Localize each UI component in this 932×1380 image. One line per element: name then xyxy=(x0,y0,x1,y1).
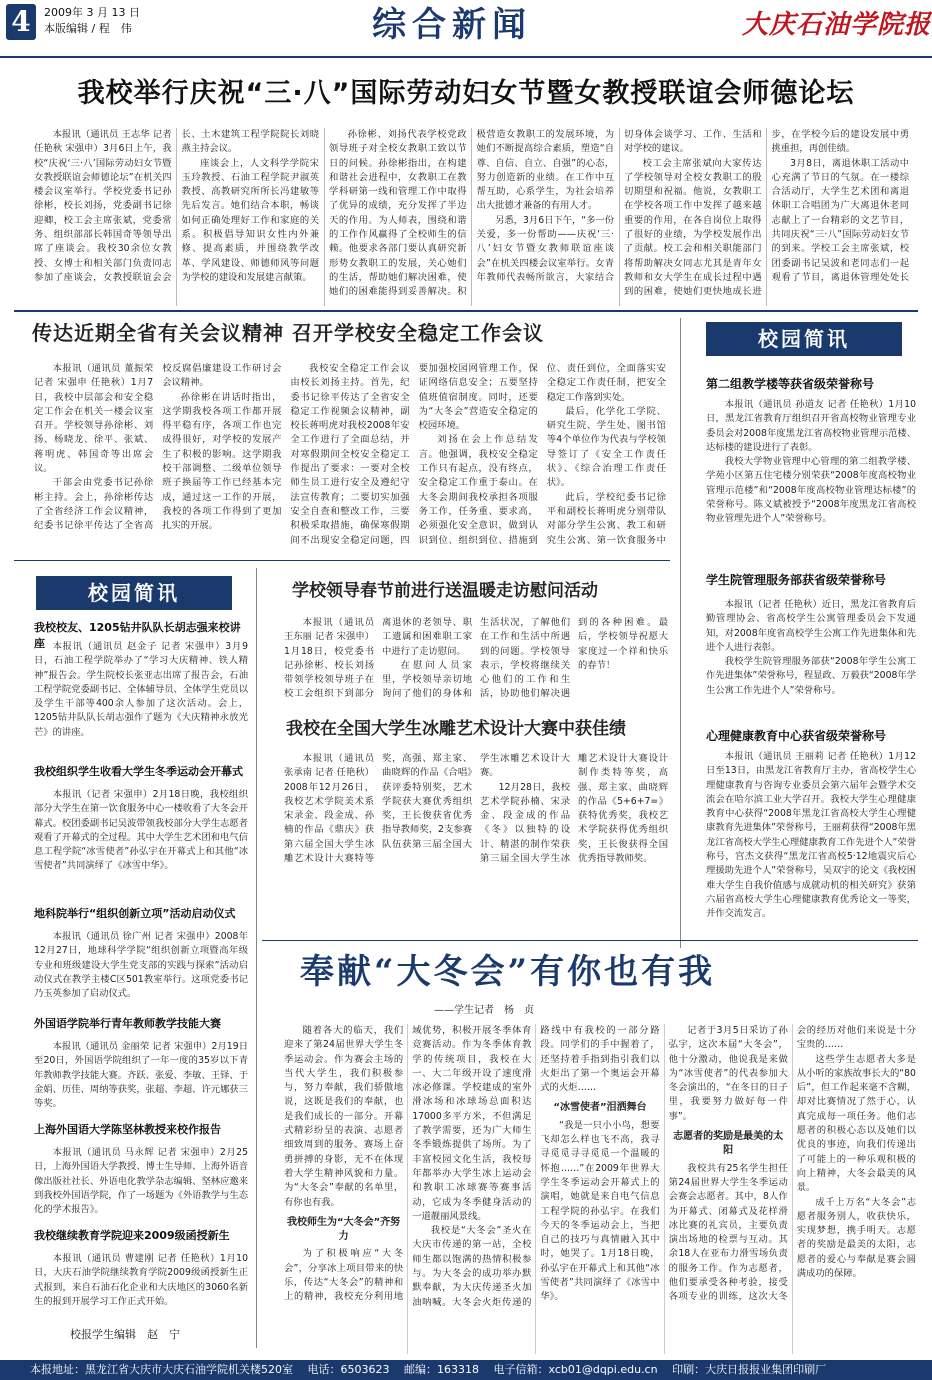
article2-paragraph: 最后，化学化工学院、研究生院、学生处、图书馆等4个单位作为代表与学校领导签订了《安全工作责任状》、《综合治理工作责任状》。 xyxy=(546,405,666,489)
sidebar-left-title: 校园简讯 xyxy=(36,576,232,610)
article3-headline: 学校领导春节前进行送温暖走访慰问活动 xyxy=(292,581,598,601)
article2-headline: 传达近期全省有关会议精神 召开学校安全稳定工作会议 xyxy=(32,321,544,345)
divider xyxy=(262,940,918,941)
feature-body xyxy=(284,1024,916,1354)
sidebar-left-item-body xyxy=(34,1040,248,1116)
sidebar-right-paragraph: 本报讯（通讯员 王丽莉 记者 任艳秋）1月12日至13日，由黑龙江省教育厅主办，省高校学生心理健康教育与咨询专业委员会第六届年会暨学术交流会在哈尔滨工业大学召开。我校大学生心理健康教育中心获得“2008年黑龙江省高校大学生心理健康教育先进集体”荣誉称号，王丽莉获得“2008年黑龙江省高校大学生心理健康教育工作先进个人”荣誉称号，宫杰文获得“黑龙江省高校5·12地震灾后心理援助先进个人”荣誉称号，吴双宇的论文《我校困难大学生自我价值感与成就动机的相关研究》获第六届省高校大学生心理健康教育优秀论文一等奖，并作交流发言。 xyxy=(706,751,916,920)
feature-subtitle: 志愿者的奖励是最美的太阳 xyxy=(673,1131,784,1157)
article1-paragraph: 另悉，3月6日下午，“多一份关爱，多一份帮助——庆祝‘三·八’妇女节暨女教师联谊座谈会”在机关四楼会议室举行。女青年教师代表畅所欲言，大家结合切身体会谈学习、工作、生活和对学校的建议。 xyxy=(476,129,762,283)
feature-paragraph: “我是一只小小鸟，想要飞却怎么样也飞不高，我寻寻觅觅寻寻觅觅一个温暖的怀抱……”在2009年世界大学生冬季运动会开幕式上的演唱，她就是来自电气信息工程学院的孙弘宇。在我们今天的冬季运动会上，当把自己的技巧与真情融入其中时，她哭了。1月18日晚，孙弘宇在开幕式上和其他“冰雪使者”共同演绎了《冰雪中华》。 xyxy=(540,1119,660,1303)
sidebar-right-paragraph: 本报讯（记者 任艳秋）近日，黑龙江省教育后勤管理协会、省高校学生公寓管理委员会下发通知，对2008年度省高校学生公寓工作先进集体和先进个人进行表彰。 xyxy=(706,599,916,653)
sidebar-right-item-title: 心理健康教育中心获省级荣誉称号 xyxy=(706,729,887,743)
feature-paragraph: 成千上万名“大冬会”志愿者服务别人，收获快乐，实现梦想，携手明天。志愿者的奖励是最美的太阳，志愿者的爱心与奉献是赛会圆满成功的保障。 xyxy=(796,1196,916,1280)
footer-phone: 电话：6503623 xyxy=(307,1363,390,1376)
paper-logo: 大庆石油学院报 xyxy=(742,10,932,40)
sidebar-right-item-title: 学生院管理服务部获省级荣誉称号 xyxy=(706,573,887,587)
sidebar-left-paragraph: 本报讯（通讯员 马永辉 记者 宋强申）2月25日，上海外国语大学教授、博士生导师、上海外语音像出版社社长、外语电化教学杂志编辑、坚林应邀来到我校外国语学院，作了一场题为《外语教学与生态化的学术报告》。 xyxy=(34,1147,248,1216)
footer-email: 电子信箱：xcb01@dqpi.edu.cn xyxy=(493,1363,658,1376)
sidebar-left-item-title: 外国语学院举行青年教师教学技能大赛 xyxy=(34,1017,221,1030)
article3-body xyxy=(284,616,668,710)
footer-postcode: 邮编：163318 xyxy=(404,1363,479,1376)
sidebar-left-item-body xyxy=(34,1252,248,1314)
section-title: 综合新闻 xyxy=(372,5,532,45)
sidebar-right-title: 校园简讯 xyxy=(706,322,902,356)
article4-paragraph: 12月28日，我校艺术学院孙楠、宋录金、段金成的作品《冬》以独特的设计、精湛的制作荣获第三届全国大学生冰雕艺术设计大赛设计制作类特等奖，高强、郑主家、曲晓辉的作品《5+6+7=》获特优秀奖，我校艺术学院获得优秀组织奖，王长俊获得全国优秀指导教师奖。 xyxy=(480,753,668,865)
page-editor: 本版编辑 / 程 伟 xyxy=(44,22,132,35)
article1-paragraph: 校工会主席张斌向大家传达了学校领导对全校女教职工的殷切期望和祝福。他说，女教职工在学校各项工作中发挥了越来越重要的作用，在各自岗位上取得了很好的业绩，为学校发展作出了贡献。校工会和相关职能部门将帮助解决女同志尤其是青年女教师和女大学生在成长过程中遇到的困难，使她们更快地成长进步，在学校今后的建设发展中勇挑重担，再创佳绩。 xyxy=(624,129,909,298)
feature-subtitle: “冰雪使者”泪洒舞台 xyxy=(553,1102,647,1114)
sidebar-left-item-title: 地科院举行“组织创新立项”活动启动仪式 xyxy=(34,907,236,920)
article1-paragraph: 孙徐彬、刘扬代表学校党政领导班子对全校女教职工致以节日的问候。孙徐彬指出，在构建和谐社会进程中，女教职工在教学科研第一线和管理工作中取得了优异的成绩，充分发挥了半边天的作用。为人师表，围绕和谐的工作作风赢得了全校师生的信赖。他要求各部门要认真研究新形势女教职工的发展，关心她们的生活，帮助她们解决困难，使她们的困难能得到妥善解决。积极营造女教职工的发展环境，为她们不断提高综合素质，塑造“自尊、自信、自立、自强”的心态，努力创造新的业绩。在工作中互帮互助，心系学生，为社会培养出大批德才兼备的有用人才。 xyxy=(329,129,614,298)
article1-body xyxy=(34,128,909,306)
feature-paragraph: 我校共有25名学生担任第24届世界大学生冬季运动会赛会志愿者。其中，8人作为开幕式、闭幕式及花样滑冰比赛的礼宾员，主要负责演出场地的检票与互动。其余18人在亚布力滑雪场负责的服务工作。作为志愿者，他们要承受各种考验，接受各项专业的训练，这次大冬会的经历对他们来说是十分宝贵的…… xyxy=(668,1025,916,1303)
sidebar-left-item-title: 我校组织学生收看大学生冬季运动会开幕式 xyxy=(34,765,243,778)
page-number: 4 xyxy=(6,4,36,40)
article1-paragraph: 3月8日，离退休职工活动中心充满了节日的气氛。在一楼综合活动厅，大学生艺术团和离退休职工合唱团为广大离退休老同志献上了一台精彩的文艺节目，共同庆祝“三·八”国际劳动妇女节的到来。学校工会主席张斌，校团委副书记吴波和老同志们一起观看了节目，离退休管理处处长 xyxy=(771,157,909,283)
sidebar-right-paragraph: 本报讯（通讯员 孙道友 记者 任艳秋）1月10日，黑龙江省教育厅组织召开省高校物业管理专业委员会对2008年度黑龙江省高校物业管理示范楼、达标楼的建设进行了表彰。 xyxy=(706,399,916,453)
article2-paragraph: 此后，学校纪委书记徐平和副校长蒋明虎分别带队对部分学生公寓、教工和研究生公寓、第一饮食服务中 xyxy=(546,491,666,546)
sidebar-right-item-body xyxy=(706,398,916,556)
sidebar-left-paragraph: 本报讯（通讯员 曹建刚 记者 任艳秋）1月10日，大庆石油学院继续教育学院2009级函授新生正式报到，来自石油石化企业和大庆地区的3060名新生的报到开展学习工作正式开始。 xyxy=(34,1253,248,1307)
feature-paragraph: 为了积极响应“大冬会”，分享冰上项目带来的快乐，传达“大冬会”的精神和上的精神，我校充分利用地域优势，积极开展冬季体育竞赛活动。作为冬季体育教学的传统项目，我校在大一、大二年级开设了速度滑冰必修课。学校建成的室外滑冰场和冰球场总面积达17000多平方米，不但满足了教学需要，还为广大师生冬季锻炼提供了场所。为了丰富校园文化生活，我校每年都举办大学生冰上运动会和教职工冰球赛等赛事活动，它成为冬季健身活动的一道靓丽风景线。 xyxy=(284,1025,532,1303)
dateline xyxy=(44,5,140,37)
feature-paragraph: 这些学生志愿者大多是从小听的家族故事长大的“80后”，但工作起来毫不含糊，却对比赛情况了然于心，认真完成每一项任务。他们志愿者的积极心态以及她们以优良的事迹，向我们传递出了可能上的一种乐观积极的向上精神，大冬会最美的风景。 xyxy=(796,1053,916,1194)
sidebar-left-item-title: 上海外国语大学陈坚林教授来校作报告 xyxy=(34,1123,221,1136)
feature-paragraph: 随着各大的临天，我们迎来了第24届世界大学生冬季运动会。作为赛会主场的当代大学生，我们积极参与，努力奉献，我们骄傲地说，这既是我们的奉献，也是我们成长的一部分。开幕式精彩纷呈的表演、志愿者细致周到的服务、赛场上奋勇拼搏的身影，无不在体现着大学生精神风貌和力量。为“大冬会”奉献的名单里，有你也有我。 xyxy=(284,1025,404,1208)
article1-paragraph: 座谈会上，人文科学学院宋玉玲教授、石油工程学院尹淑英教授、高教研究所所长冯建敏等先后发言。她们结合本职，畅谈如何正确处理好工作和家庭的关系。积极倡导知识女性内外兼修、提高素质，并围绕教学改革、学风建设、师德师风等问题为学校的建设和发展建言献策。 xyxy=(181,157,319,283)
article3-paragraph: 本报讯（通讯员 王东丽 记者 宋强申）1月18日，校党委书记孙徐彬、校长刘扬带领学校领导班子在校工会组织下到部分离退休的老领导、职工遗属和困难职工家中进行了走访慰问。 xyxy=(284,617,472,700)
footer xyxy=(0,1360,932,1380)
sidebar-right-item-title: 第二组教学楼等获省级荣誉称号 xyxy=(706,377,875,391)
sidebar-left-item-body xyxy=(34,1146,248,1222)
article4-body xyxy=(284,752,668,932)
divider xyxy=(14,560,670,561)
article2-body xyxy=(34,362,666,548)
article4-paragraph: 本报讯（通讯员 张承南 记者 任艳秋）2008年12月26日，我校艺术学院美术系宋录金、段金成、孙楠的作品《鼎庆》获第六届全国大学生冰雕艺术设计大赛特等奖，高强、郑主家、曲晓辉的作品《合唱》获评委特别奖，艺术学院获大赛优秀组织奖，王长俊获省优秀指导教师奖，2支参赛队伍获第三届全国大学生冰雕艺术设计大赛。 xyxy=(284,753,570,865)
article1-paragraph: 本报讯（通讯员 王志华 记者 任艳秋 宋强申）3月6日上午，我校“庆祝‘三·八’国际劳动妇女节暨女教授联谊会师德论坛”在机关四楼会议室举行。学校党委书记孙徐彬，校长刘扬，党委副书记徐迎卿，校工会主席张斌，党委常务、组织部部长韩国奇等领导出席了座谈会。我校30余位女教授、女博士和相关部门负责同志参加了座谈会，女教授联谊会会长、土木建筑工程学院院长刘晓燕主持会议。 xyxy=(34,129,319,283)
article4-headline: 我校在全国大学生冰雕艺术设计大赛中获佳绩 xyxy=(286,719,626,739)
article2-paragraph: 本报讯（通讯员 董振荣 记者 宋强申 任艳秋）1月7日，我校中层部会和安全稳定工作会在机关一楼会议室召开。学校领导孙徐彬、刘扬、杨晓龙、徐平、张斌、蒋明虎、韩国奇等出席会议。 xyxy=(34,363,154,475)
sidebar-left-paragraph: 本报讯（通讯员 赵金子 记者 宋强申）3月9日，石油工程学院举办了“学习大庆精神、铁人精神”报告会。学生院校长张亚志出席了报告会，石油工程学院党委副书记、全体辅导员、全体学生党员以及学生干部等400余人参加了这次活动。会上，1205钻井队队长胡志强作了题为《大庆精神永放光芒》的讲座。 xyxy=(34,641,248,738)
article2-paragraph: 干部会由党委书记孙徐彬主持。会上，孙徐彬传达了全省经济工作会议精神，纪委书记徐平传达了全省高校反腐倡廉建设工作研讨会会议精神。 xyxy=(34,363,282,532)
sidebar-left-paragraph: 本报讯（通讯员 金丽荣 记者 宋强申）2月19日至20日，外国语学院组织了一年一度的35岁以下青年教师教学技能大赛。齐跃、张爱、李敏、王铎、于金娟、历佳、周纳等获奖，张超、李超、许元娜获三等奖。 xyxy=(34,1041,248,1110)
sidebar-left-paragraph: 本报讯（记者 宋强申）2月18日晚，我校组织部分大学生在第一饮食服务中心一楼收看了大冬会开幕式。校团委副书记吴波带领我校部分大学生志愿者观看了开幕式的全过程。其中大学生艺术团和电气信息工程学院“冰雪使者”孙弘宇在开幕式上和其他“冰雪使者”共同演绎了《冰雪中华》。 xyxy=(34,789,248,872)
feature-paragraph: 我校是“大冬会”圣火在大庆市传递的第一站，全校师生都以饱满的热情积极参与。为大冬会的成功举办默默奉献，为大庆传递圣火加油呐喊。大冬会火炬传递的路线中有我校的一部分路段。同学们的手中握着了，还坚持着手指到指引我们以火炬出了第一个奥运会开幕式的火炬…… xyxy=(412,1025,660,1308)
feature-paragraph: 记者于3月5日采访了孙弘宇，这次本届“大冬会”，他十分激动，他说我是来做为“冰雪使者”的代表参加大冬会演出的，“在冬日的日子里，我要努力做好每一件事”。 xyxy=(668,1025,788,1122)
sidebar-left-item-body xyxy=(34,640,248,752)
feature-byline: ——学生记者 杨 贞 xyxy=(434,1005,534,1016)
sidebar-right-paragraph: 我校学生院管理服务部获“2008年学生公寓工作先进集体”荣誉称号，程显政、万毅获“2008年学生公寓工作先进个人”荣誉称号。 xyxy=(706,656,916,696)
article2-paragraph: 刘扬在会上作总结发言。他强调，我校安全稳定工作只有起点，没有终点，安全稳定工作重于泰山。在大冬会期间我校承担各项服务工作，任务重、要求高，必须强化安全意识，做到认识到位、组织到位、措施到位、责任到位，全面落实安全稳定工作责任制，把安全稳定工作落到实处。 xyxy=(418,363,666,546)
article2-paragraph: 我校安全稳定工作会议由校长刘扬主持。首先，纪委书记徐平传达了全省安全稳定工作视频会议精神，副校长蒋明虎对我校2008年安全工作进行了全面总结，并对寒假期间全校安全稳定工作提出了要求：一要对全校师生员工进行安全及遵纪守法宣传教育；二要切实加强安全自查和整改工作，三要积极采取措施，确保寒假期间不出现安全稳定问题，四要加强校园网管理工作，保证网络信息安全；五要坚持值班值宿制度。同时，还要为“大冬会”营造安全稳定的校园环境。 xyxy=(290,363,538,546)
sidebar-right-item-body xyxy=(706,598,916,718)
sidebar-left-item-title: 我校校友、1205钻井队队长胡志强来校讲座 xyxy=(34,621,241,650)
footer-address: 本报地址：黑龙江省大庆市大庆石油学院机关楼520室 xyxy=(30,1363,293,1376)
sidebar-left-paragraph: 本报讯（通讯员 徐广州 记者 宋强申）2008年12月27日，地球科学学院“组织创新立项暨高年级专业和班级建设大学生党支部的实践与探索”活动启动仪式在教学主楼C区501教室举行。这项党委书记乃玉英参加了启动仪式。 xyxy=(34,931,248,1000)
feature-headline: 奉献“大冬会”有你也有我 xyxy=(300,952,716,992)
article1-headline: 我校举行庆祝“三·八”国际劳动妇女节暨女教授联谊会师德论坛 xyxy=(77,78,855,109)
sidebar-left-item-body xyxy=(34,788,248,898)
divider xyxy=(14,310,918,312)
sidebar-left-item-body xyxy=(34,930,248,1004)
column-divider xyxy=(680,318,681,948)
article3-paragraph: 在慰问人员家里，学校领导亲切地询问了他们的身体和生活状况，了解他们在工作和生活中所遇到的问题。学校领导表示，学校将继续关心他们的工作和生活，协助他们解决遇到的各种困难。最后，学校领导祝愿大家度过一个祥和快乐的春节！ xyxy=(382,617,668,700)
sidebar-left-item-title: 我校继续教育学院迎来2009级函授新生 xyxy=(34,1229,230,1242)
feature-subtitle: 我校师生为“大冬会”齐努力 xyxy=(287,1216,401,1243)
footer-printer: 印刷：大庆日报报业集团印刷厂 xyxy=(672,1363,827,1376)
sidebar-right-item-body xyxy=(706,750,916,946)
sidebar-right-paragraph: 我校大学物业管理中心管理的第二组教学楼、学苑小区第五住宅楼分别荣获“2008年度高校物业管理示范楼”和“2008年度高校物业管理达标楼”的荣誉称号。陈义斌被授予“2008年度黑龙江省高校物业管理先进个人”荣誉称号。 xyxy=(706,456,916,525)
article2-paragraph: 孙徐彬在讲话时指出，这学期我校各项工作都开展得平稳有序，各项工作也完成得很好，对学校的发展产生了积极的影响。这学期我校干部调整、二级单位领导班子换届等工作已经基本完成，通过这一工作的开展，我校的各项工作得到了更加扎实的开展。 xyxy=(162,391,282,532)
proof-editor: 校报学生编辑 赵 宁 xyxy=(70,1328,180,1341)
issue-date: 2009年 3 月 13 日 xyxy=(44,6,140,19)
column-divider xyxy=(256,568,257,1348)
